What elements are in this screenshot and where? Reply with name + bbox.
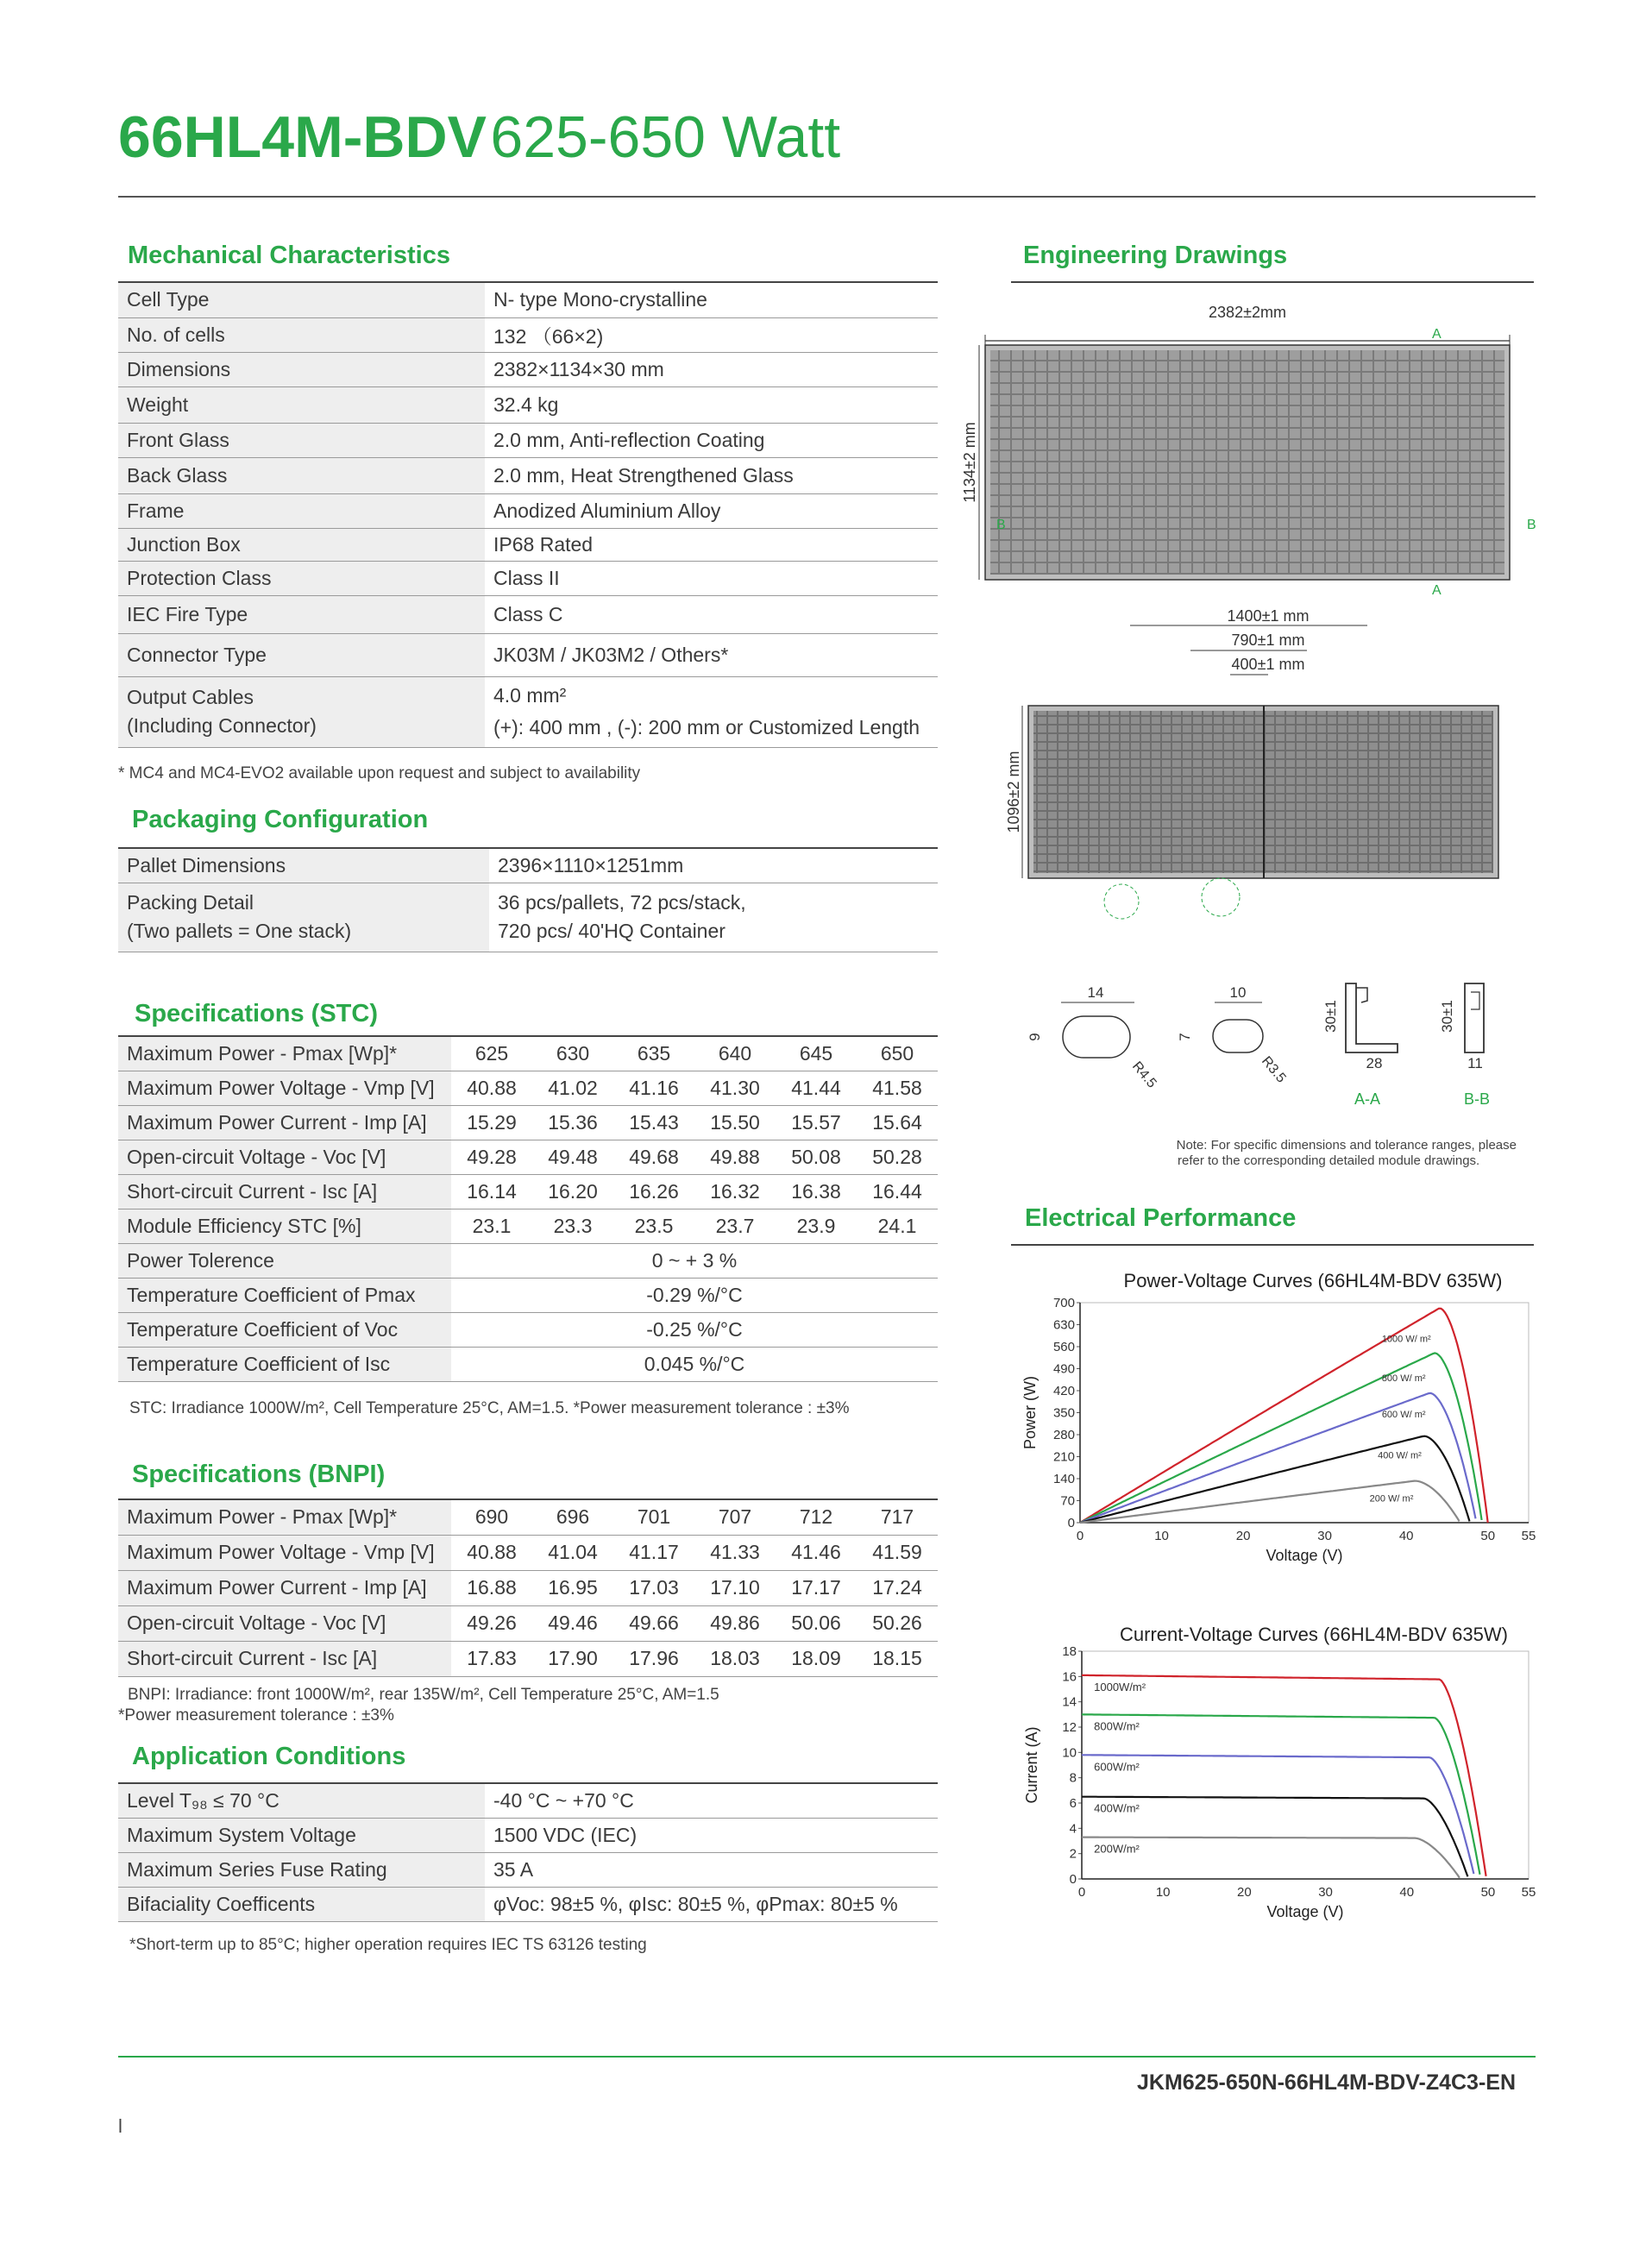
spec-label: Back Glass <box>118 457 485 493</box>
hole1-radius: R4.5 <box>1128 1059 1159 1091</box>
mechanical-row <box>118 493 938 528</box>
spec-value: Class II <box>485 561 938 595</box>
dim-width: 1134±2 mm <box>961 422 978 503</box>
dim-1400: 1400±1 mm <box>1227 607 1310 625</box>
spec-value: 16.26 <box>613 1174 694 1209</box>
spec-value: 0.045 %/°C <box>451 1347 938 1381</box>
stc-footnote: STC: Irradiance 1000W/m², Cell Temperature 25°C, AM=1.5. *Power measurement tolerance : ±3% <box>129 1399 850 1417</box>
y-tick-label: 350 <box>1052 1405 1075 1421</box>
mechanical-row <box>118 457 938 493</box>
spec-value: Class C <box>485 595 938 633</box>
output-cables-label-line2: (Including Connector) <box>127 714 317 737</box>
bnpi-row <box>118 1535 938 1570</box>
electrical-rule <box>1011 1244 1534 1246</box>
spec-value: 696 <box>532 1499 613 1535</box>
bnpi-row <box>118 1570 938 1605</box>
y-tick-label: 10 <box>1062 1745 1077 1761</box>
y-tick-label: 12 <box>1062 1720 1077 1735</box>
frame-section-details <box>1322 983 1490 1108</box>
spec-value: 18.03 <box>694 1641 776 1676</box>
series-label: 400W/m² <box>1094 1801 1140 1815</box>
application-table <box>118 1782 938 1922</box>
spec-label: Power Tolerence <box>118 1243 451 1278</box>
spec-value: -0.29 %/°C <box>451 1278 938 1312</box>
spec-value: 15.64 <box>857 1105 938 1140</box>
spec-label: Bifaciality Coefficents <box>118 1887 485 1921</box>
x-axis-label: Voltage (V) <box>1266 1903 1344 1920</box>
spec-value: 17.90 <box>532 1641 613 1676</box>
spec-label: Temperature Coefficient of Voc <box>118 1312 451 1347</box>
spec-label: Connector Type <box>118 633 485 676</box>
spec-value: 16.38 <box>776 1174 857 1209</box>
chart-title: Current-Voltage Curves (66HL4M-BDV 635W) <box>1120 1624 1508 1645</box>
frame-a-width: 28 <box>1366 1055 1383 1071</box>
dim-1096: 1096±2 mm <box>1005 751 1022 833</box>
label-b-left: B <box>996 518 1006 532</box>
hole2-width: 10 <box>1229 984 1247 1001</box>
spec-value: 49.86 <box>694 1605 776 1641</box>
power-voltage-chart <box>1011 1260 1546 1579</box>
spec-value: 16.20 <box>532 1174 613 1209</box>
engineering-drawing <box>961 293 1544 1156</box>
spec-value: 49.46 <box>532 1605 613 1641</box>
pallet-dimensions-value: 2396×1110×1251mm <box>489 848 938 883</box>
spec-value: 41.30 <box>694 1071 776 1105</box>
spec-value: 630 <box>532 1036 613 1071</box>
drawing-note-1: Note: For specific dimensions and tolerance ranges, please <box>1176 1138 1517 1153</box>
chart-title: Power-Voltage Curves (66HL4M-BDV 635W) <box>1123 1270 1503 1291</box>
output-cables-value <box>485 676 938 747</box>
spec-value: 41.17 <box>613 1535 694 1570</box>
spec-value: 50.08 <box>776 1140 857 1174</box>
x-tick-label: 0 <box>1077 1885 1086 1900</box>
y-tick-label: 2 <box>1069 1846 1077 1862</box>
plot-area <box>1082 1651 1529 1879</box>
y-tick-label: 280 <box>1052 1428 1075 1442</box>
spec-label: Maximum Power - Pmax [Wp]* <box>118 1499 451 1535</box>
mounting-hole-details <box>1027 984 1289 1091</box>
series-label: 600 W/ m² <box>1381 1410 1426 1421</box>
bnpi-row <box>118 1499 938 1535</box>
spec-value: 15.29 <box>451 1105 532 1140</box>
series-label: 800 W/ m² <box>1381 1373 1426 1385</box>
output-cables-value-line1: 4.0 mm² <box>493 684 567 707</box>
hole2-height: 7 <box>1177 1033 1193 1041</box>
spec-value: 41.04 <box>532 1535 613 1570</box>
spec-value: 2.0 mm, Anti-reflection Coating <box>485 423 938 457</box>
spec-value: 41.33 <box>694 1535 776 1570</box>
packing-detail-value <box>489 883 938 952</box>
label-a-bottom: A <box>1432 583 1442 598</box>
spec-value: 15.50 <box>694 1105 776 1140</box>
spec-value: 41.58 <box>857 1071 938 1105</box>
y-tick-label: 560 <box>1052 1340 1075 1354</box>
spec-value: 2.0 mm, Heat Strengthened Glass <box>485 457 938 493</box>
dim-790: 790±1 mm <box>1231 631 1305 649</box>
spec-value: 16.44 <box>857 1174 938 1209</box>
spec-value: 41.16 <box>613 1071 694 1105</box>
spec-label: Maximum Power - Pmax [Wp]* <box>118 1036 451 1071</box>
hole1-width: 14 <box>1087 984 1104 1001</box>
y-tick-label: 0 <box>1069 1872 1077 1887</box>
spec-label: Dimensions <box>118 352 485 386</box>
spec-value: 49.26 <box>451 1605 532 1641</box>
frame-b-height: 30±1 <box>1439 1000 1455 1033</box>
spec-value: 40.88 <box>451 1535 532 1570</box>
spec-label: Maximum Power Voltage - Vmp [V] <box>118 1535 451 1570</box>
mechanical-row <box>118 317 938 352</box>
spec-label: Maximum System Voltage <box>118 1818 485 1852</box>
mechanical-footnote: * MC4 and MC4-EVO2 available upon request and subject to availability <box>118 764 641 782</box>
series-label: 800W/m² <box>1094 1719 1140 1733</box>
y-tick-label: 420 <box>1052 1384 1075 1398</box>
x-tick-label: 55 <box>1521 1885 1536 1900</box>
module-back-view <box>1005 607 1498 919</box>
output-cables-label <box>118 676 485 747</box>
bnpi-title: Specifications (BNPI) <box>132 1461 386 1488</box>
spec-value: 23.1 <box>451 1209 532 1243</box>
document-code: JKM625-650N-66HL4M-BDV-Z4C3-EN <box>1137 2070 1517 2095</box>
spec-value: 645 <box>776 1036 857 1071</box>
x-tick-label: 20 <box>1237 1885 1252 1900</box>
y-tick-label: 0 <box>1067 1516 1075 1530</box>
spec-label: Front Glass <box>118 423 485 457</box>
spec-value: 24.1 <box>857 1209 938 1243</box>
spec-label: Protection Class <box>118 561 485 595</box>
stc-span-row <box>118 1347 938 1381</box>
spec-value: 15.57 <box>776 1105 857 1140</box>
stc-row <box>118 1174 938 1209</box>
spec-value: 17.96 <box>613 1641 694 1676</box>
spec-value: 50.06 <box>776 1605 857 1641</box>
spec-value: 625 <box>451 1036 532 1071</box>
application-footnote: *Short-term up to 85°C; higher operation requires IEC TS 63126 testing <box>129 1936 647 1954</box>
spec-value: IP68 Rated <box>485 528 938 561</box>
spec-value: 23.3 <box>532 1209 613 1243</box>
x-tick-label: 30 <box>1317 1529 1332 1543</box>
spec-value: 17.03 <box>613 1570 694 1605</box>
x-tick-label: 50 <box>1480 1529 1496 1543</box>
dim-length: 2382±2mm <box>1209 304 1286 321</box>
bnpi-row <box>118 1641 938 1676</box>
bnpi-row <box>118 1605 938 1641</box>
y-axis-label: Current (A) <box>1023 1726 1040 1804</box>
y-tick-label: 4 <box>1069 1821 1077 1837</box>
stc-span-row <box>118 1312 938 1347</box>
x-tick-label: 50 <box>1480 1885 1496 1900</box>
bnpi-footnote-2: *Power measurement tolerance : ±3% <box>118 1706 394 1725</box>
header-rule <box>118 196 1536 198</box>
spec-value: 40.88 <box>451 1071 532 1105</box>
spec-value: 50.26 <box>857 1605 938 1641</box>
spec-label: Frame <box>118 493 485 528</box>
packing-detail-label-line2: (Two pallets = One stack) <box>127 920 352 942</box>
spec-label: Cell Type <box>118 283 485 317</box>
spec-label: Open-circuit Voltage - Voc [V] <box>118 1140 451 1174</box>
spec-value: 49.48 <box>532 1140 613 1174</box>
mechanical-table <box>118 283 938 748</box>
spec-value: 717 <box>857 1499 938 1535</box>
current-voltage-chart <box>1011 1613 1546 1941</box>
spec-value: 701 <box>613 1499 694 1535</box>
section-aa: A-A <box>1354 1090 1381 1108</box>
spec-value: 17.10 <box>694 1570 776 1605</box>
y-tick-label: 18 <box>1062 1644 1077 1659</box>
packing-detail-label <box>118 883 489 952</box>
x-tick-label: 40 <box>1398 1529 1414 1543</box>
drawings-rule <box>1011 281 1534 283</box>
model-name: 66HL4M-BDV <box>118 104 487 170</box>
footer-rule <box>118 2056 1536 2058</box>
x-tick-label: 20 <box>1235 1529 1251 1543</box>
spec-value: 1500 VDC (IEC) <box>485 1818 938 1852</box>
x-tick-label: 55 <box>1521 1529 1536 1543</box>
spec-value: 50.28 <box>857 1140 938 1174</box>
spec-value: 49.68 <box>613 1140 694 1174</box>
stc-span-row <box>118 1243 938 1278</box>
spec-label: Weight <box>118 386 485 423</box>
spec-value: 15.43 <box>613 1105 694 1140</box>
series-label: 200W/m² <box>1094 1842 1140 1856</box>
mechanical-row <box>118 386 938 423</box>
y-tick-label: 630 <box>1052 1317 1075 1333</box>
page-mark: l <box>118 2115 122 2137</box>
y-axis-label: Power (W) <box>1021 1376 1039 1449</box>
y-tick-label: 700 <box>1052 1296 1075 1310</box>
section-bb: B-B <box>1463 1090 1491 1108</box>
application-title: Application Conditions <box>132 1743 406 1770</box>
mechanical-row <box>118 595 938 633</box>
mechanical-row <box>118 352 938 386</box>
mechanical-row <box>118 423 938 457</box>
x-tick-label: 40 <box>1399 1885 1415 1900</box>
drawings-title: Engineering Drawings <box>1023 242 1288 269</box>
packaging-title: Packaging Configuration <box>132 806 429 833</box>
series-label: 200 W/ m² <box>1369 1493 1414 1505</box>
spec-value: -0.25 %/°C <box>451 1312 938 1347</box>
spec-value: φVoc: 98±5 %, φIsc: 80±5 %, φPmax: 80±5 % <box>485 1887 938 1921</box>
x-tick-label: 30 <box>1318 1885 1333 1900</box>
x-tick-label: 0 <box>1076 1529 1084 1543</box>
bnpi-table <box>118 1498 938 1677</box>
pallet-dimensions-label: Pallet Dimensions <box>118 848 489 883</box>
series-line <box>1082 1755 1473 1874</box>
page-title <box>118 104 840 171</box>
mechanical-title: Mechanical Characteristics <box>128 242 450 269</box>
packing-detail-value-line2: 720 pcs/ 40'HQ Container <box>498 920 725 942</box>
y-tick-label: 490 <box>1052 1361 1075 1377</box>
spec-label: Maximum Power Voltage - Vmp [V] <box>118 1071 451 1105</box>
spec-value: 41.44 <box>776 1071 857 1105</box>
mechanical-row <box>118 528 938 561</box>
spec-value: 712 <box>776 1499 857 1535</box>
series-line <box>1082 1714 1480 1875</box>
spec-label: Temperature Coefficient of Pmax <box>118 1278 451 1312</box>
spec-value: 18.15 <box>857 1641 938 1676</box>
spec-value: 23.5 <box>613 1209 694 1243</box>
hole1-height: 9 <box>1027 1033 1043 1041</box>
application-row <box>118 1887 938 1921</box>
spec-label: Module Efficiency STC [%] <box>118 1209 451 1243</box>
spec-value: 17.17 <box>776 1570 857 1605</box>
spec-value: 41.59 <box>857 1535 938 1570</box>
spec-value: 650 <box>857 1036 938 1071</box>
series-label: 400 W/ m² <box>1378 1450 1422 1461</box>
packing-detail-label-line1: Packing Detail <box>127 891 254 914</box>
x-tick-label: 10 <box>1154 1529 1169 1543</box>
series-label: 1000 W/ m² <box>1381 1334 1431 1345</box>
stc-title: Specifications (STC) <box>135 1000 378 1027</box>
frame-a-height: 30±1 <box>1322 1000 1339 1033</box>
spec-value: 635 <box>613 1036 694 1071</box>
spec-value: 16.88 <box>451 1570 532 1605</box>
spec-label: Maximum Power Current - Imp [A] <box>118 1105 451 1140</box>
output-cables-value-line2: (+): 400 mm , (-): 200 mm or Customized Length <box>493 716 920 738</box>
spec-value: 640 <box>694 1036 776 1071</box>
y-tick-label: 70 <box>1060 1493 1075 1509</box>
spec-value: 49.66 <box>613 1605 694 1641</box>
spec-value: 49.88 <box>694 1140 776 1174</box>
spec-value: 2382×1134×30 mm <box>485 352 938 386</box>
y-tick-label: 8 <box>1069 1770 1077 1786</box>
spec-value: 23.7 <box>694 1209 776 1243</box>
spec-value: -40 °C ~ +70 °C <box>485 1783 938 1818</box>
stc-row <box>118 1071 938 1105</box>
spec-value: JK03M / JK03M2 / Others* <box>485 633 938 676</box>
spec-value: 32.4 kg <box>485 386 938 423</box>
y-tick-label: 140 <box>1052 1472 1075 1486</box>
label-b-right: B <box>1527 518 1536 532</box>
packaging-table <box>118 847 938 952</box>
spec-value: 41.02 <box>532 1071 613 1105</box>
spec-label: Junction Box <box>118 528 485 561</box>
spec-value: 17.83 <box>451 1641 532 1676</box>
series-line <box>1082 1675 1486 1876</box>
spec-value: 15.36 <box>532 1105 613 1140</box>
packing-detail-value-line1: 36 pcs/pallets, 72 pcs/stack, <box>498 891 746 914</box>
spec-label: Short-circuit Current - Isc [A] <box>118 1641 451 1676</box>
spec-value: 41.46 <box>776 1535 857 1570</box>
series-label: 600W/m² <box>1094 1760 1140 1774</box>
stc-row <box>118 1036 938 1071</box>
electrical-title: Electrical Performance <box>1025 1204 1297 1232</box>
x-tick-label: 10 <box>1155 1885 1171 1900</box>
x-axis-label: Voltage (V) <box>1266 1547 1343 1564</box>
wattage-range: 625-650 Watt <box>490 104 841 170</box>
spec-value: Anodized Aluminium Alloy <box>485 493 938 528</box>
application-row <box>118 1818 938 1852</box>
spec-value: 18.09 <box>776 1641 857 1676</box>
frame-b-width: 11 <box>1467 1055 1483 1071</box>
stc-row <box>118 1209 938 1243</box>
spec-label: Maximum Series Fuse Rating <box>118 1852 485 1887</box>
mechanical-row <box>118 633 938 676</box>
spec-value: 132 （66×2) <box>485 317 938 352</box>
spec-label: Temperature Coefficient of Isc <box>118 1347 451 1381</box>
bnpi-footnote-1: BNPI: Irradiance: front 1000W/m², rear 135W/m², Cell Temperature 25°C, AM=1.5 <box>128 1686 719 1704</box>
label-a-top: A <box>1432 327 1442 342</box>
spec-value: 16.95 <box>532 1570 613 1605</box>
spec-value: 707 <box>694 1499 776 1535</box>
y-tick-label: 14 <box>1062 1694 1077 1710</box>
series-label: 1000W/m² <box>1094 1680 1146 1693</box>
mechanical-row <box>118 283 938 317</box>
y-tick-label: 210 <box>1052 1449 1075 1465</box>
spec-label: Short-circuit Current - Isc [A] <box>118 1174 451 1209</box>
y-tick-label: 16 <box>1062 1669 1077 1685</box>
spec-value: 49.28 <box>451 1140 532 1174</box>
hole2-radius: R3.5 <box>1258 1053 1289 1086</box>
module-front-view <box>961 304 1536 598</box>
spec-value: 0 ~ + 3 % <box>451 1243 938 1278</box>
spec-value: 35 A <box>485 1852 938 1887</box>
application-row <box>118 1783 938 1818</box>
spec-value: 23.9 <box>776 1209 857 1243</box>
dim-400: 400±1 mm <box>1231 656 1305 673</box>
spec-value: 16.32 <box>694 1174 776 1209</box>
y-tick-label: 6 <box>1069 1796 1077 1811</box>
stc-span-row <box>118 1278 938 1312</box>
spec-label: Open-circuit Voltage - Voc [V] <box>118 1605 451 1641</box>
spec-label: Maximum Power Current - Imp [A] <box>118 1570 451 1605</box>
stc-table <box>118 1035 938 1382</box>
spec-label: Level T₉₈ ≤ 70 °C <box>118 1783 485 1818</box>
spec-label: IEC Fire Type <box>118 595 485 633</box>
spec-value: 16.14 <box>451 1174 532 1209</box>
spec-value: N- type Mono-crystalline <box>485 283 938 317</box>
stc-row <box>118 1105 938 1140</box>
mechanical-row-cables <box>118 676 938 747</box>
application-row <box>118 1852 938 1887</box>
output-cables-label-line1: Output Cables <box>127 686 254 708</box>
spec-label: No. of cells <box>118 317 485 352</box>
spec-value: 17.24 <box>857 1570 938 1605</box>
mechanical-row <box>118 561 938 595</box>
drawing-note-2: refer to the corresponding detailed module drawings. <box>1178 1153 1480 1168</box>
stc-row <box>118 1140 938 1174</box>
spec-value: 690 <box>451 1499 532 1535</box>
